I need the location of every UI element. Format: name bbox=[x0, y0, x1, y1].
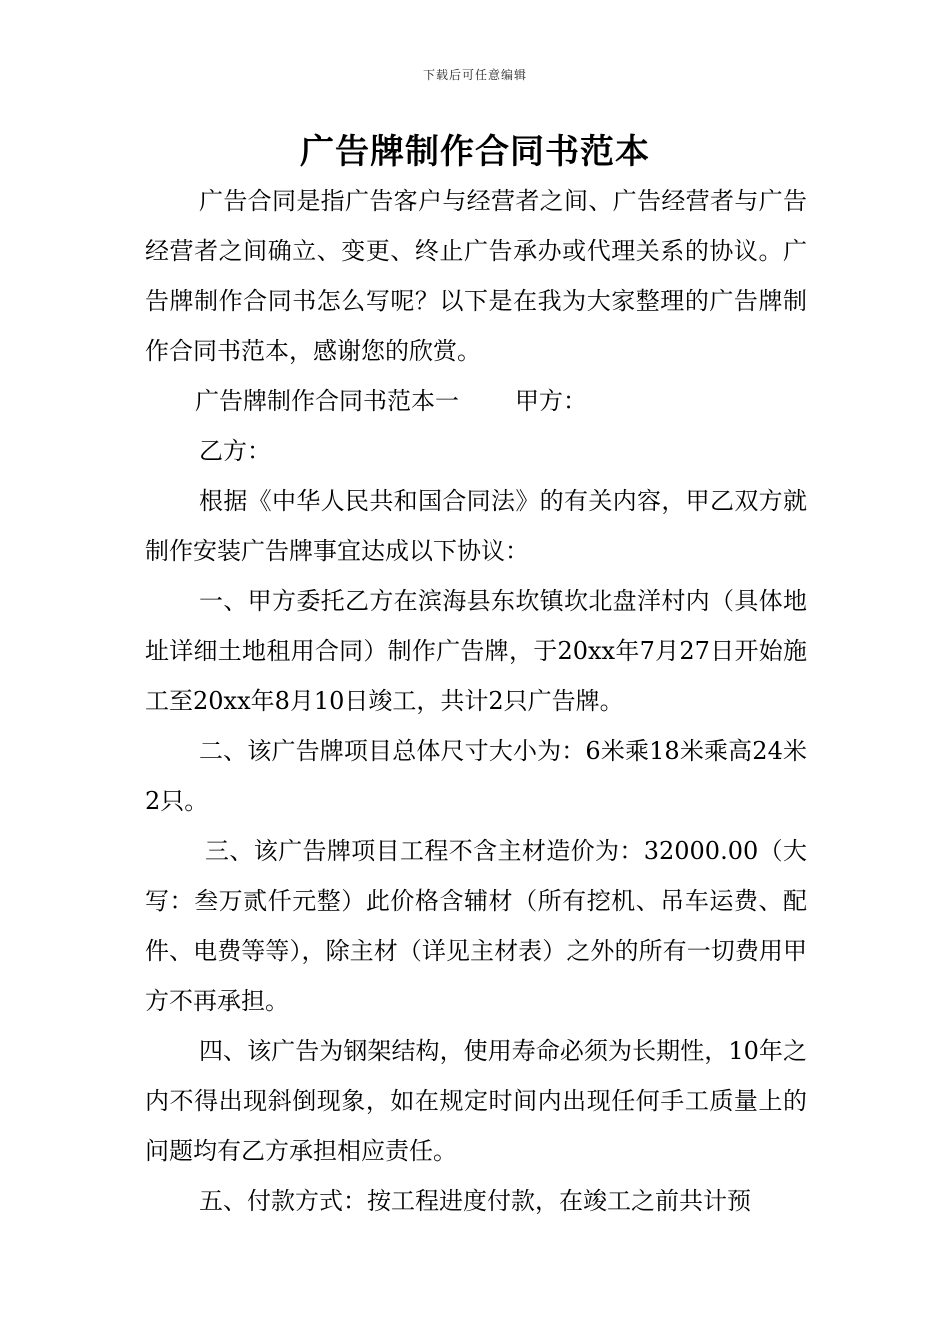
section-heading-line bbox=[145, 376, 807, 426]
party-a-label: 甲方： bbox=[515, 387, 587, 415]
clause-4: 四、该广告为钢架结构，使用寿命必须为长期性，10年之内不得出现斜倒现象，如在规定时间内出现任何手工质量上的问题均有乙方承担相应责任。 bbox=[145, 1037, 807, 1165]
clause-3: 三、该广告牌项目工程不含主材造价为：32000.00（大写：叁万贰仟元整）此价格含辅材（所有挖机、吊车运费、配件、电费等等），除主材（详见主材表）之外的所有一切费用甲方不再承担。 bbox=[145, 837, 807, 1015]
clause-5: 五、付款方式：按工程进度付款，在竣工之前共计预 bbox=[199, 1187, 751, 1215]
section-heading: 广告牌制作合同书范本一 bbox=[195, 387, 459, 415]
party-b-label: 乙方： bbox=[199, 437, 271, 465]
paragraph-intro: 广告合同是指广告客户与经营者之间、广告经营者与广告经营者之间确立、变更、终止广告承办或代理关系的协议。广告牌制作合同书怎么写呢？以下是在我为大家整理的广告牌制作合同书范本，感谢您的欣赏。 bbox=[145, 187, 807, 365]
document-body bbox=[145, 176, 807, 1226]
paragraph-basis: 根据《中华人民共和国合同法》的有关内容，甲乙双方就制作安装广告牌事宜达成以下协议： bbox=[145, 487, 807, 565]
header-note: 下载后可任意编辑 bbox=[422, 68, 527, 82]
clause-2: 二、该广告牌项目总体尺寸大小为：6米乘18米乘高24米2只。 bbox=[145, 737, 807, 815]
document-title: 广告牌制作合同书范本 bbox=[300, 132, 650, 172]
clause-1: 一、甲方委托乙方在滨海县东坎镇坎北盘洋村内（具体地址详细土地租用合同）制作广告牌，于20xx年7月27日开始施工至20xx年8月10日竣工，共计2只广告牌。 bbox=[145, 587, 807, 715]
